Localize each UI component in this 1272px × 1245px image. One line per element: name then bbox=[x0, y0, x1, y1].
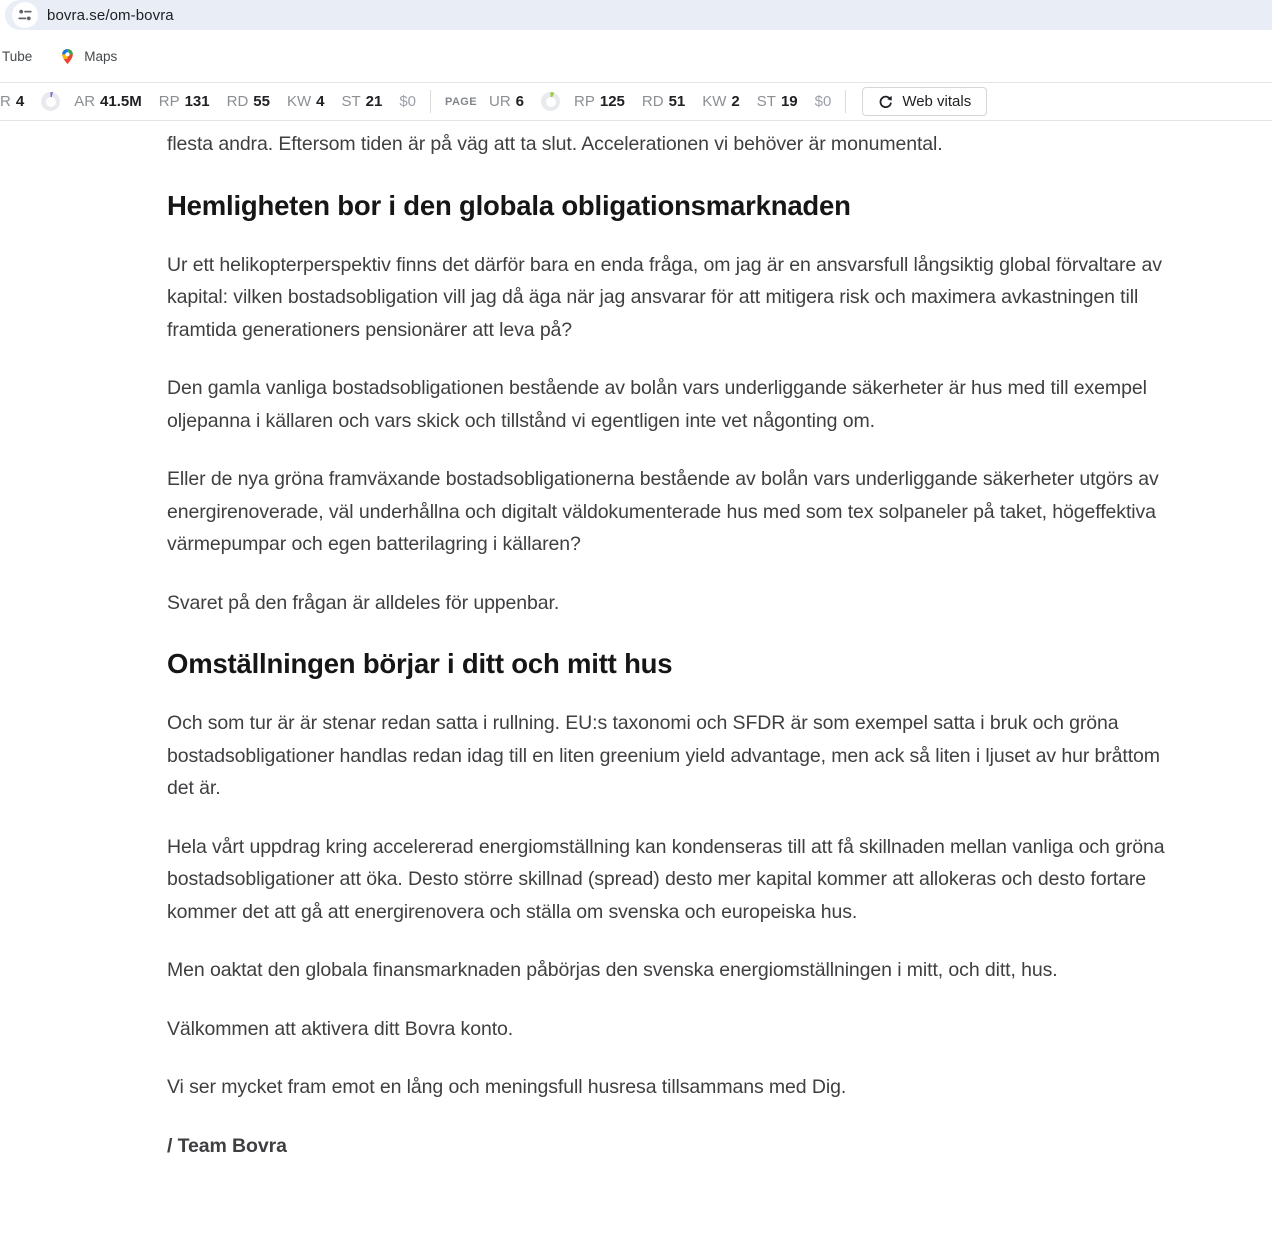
metric-rp-page[interactable]: RP 125 bbox=[574, 93, 625, 110]
refresh-icon bbox=[878, 94, 893, 109]
bookmark-label: Tube bbox=[2, 48, 33, 64]
seo-toolbar bbox=[0, 82, 1272, 121]
article-content bbox=[0, 121, 1185, 1162]
paragraph: Hela vårt uppdrag kring accelererad energiomställning kan kondenseras till att få skillnaden mellan vanliga och gröna bostadsobligationer att öka. Desto större skillnad (spread) desto mer kapital kommer att allokeras och desto fortare kommer det att gå att energirenovera och ställa om svenska och europeiska hus. bbox=[167, 835, 1165, 923]
domain-rating-gauge bbox=[41, 92, 60, 111]
paragraph: Välkommen att aktivera ditt Bovra konto. bbox=[167, 1017, 514, 1040]
bookmarks-bar bbox=[0, 30, 1272, 82]
bookmark-tube[interactable] bbox=[2, 49, 32, 64]
web-vitals-button[interactable] bbox=[862, 87, 987, 116]
metric-rd-domain[interactable]: RD 55 bbox=[226, 93, 270, 110]
section-heading-bond-market: Hemligheten bor i den globala obligationsmarknaden bbox=[167, 189, 851, 221]
url-rating-gauge bbox=[541, 92, 560, 111]
browser-top-strip bbox=[0, 0, 1272, 30]
address-bar[interactable] bbox=[5, 0, 1272, 30]
google-maps-pin-icon bbox=[59, 48, 76, 65]
domain-rating-label: R bbox=[0, 93, 11, 110]
paragraph: Den gamla vanliga bostadsobligationen bestående av bolån vars underliggande säkerheter är hus med till exempel oljepanna i källaren och vars skick och tillstånd vi egentligen inte vet någonting om. bbox=[167, 377, 1147, 432]
paragraph: Men oaktat den globala finansmarknaden påbörjas den svenska energiomställningen i mitt, och ditt, hus. bbox=[167, 959, 1058, 981]
toolbar-divider bbox=[430, 90, 431, 113]
url-text[interactable]: bovra.se/om-bovra bbox=[47, 6, 174, 24]
metric-st-page[interactable]: ST 19 bbox=[756, 93, 798, 110]
signature-team-bovra: / Team Bovra bbox=[167, 1134, 287, 1157]
metric-st-domain[interactable]: ST 21 bbox=[341, 93, 383, 110]
metric-kw-domain[interactable]: KW 4 bbox=[286, 93, 325, 110]
bookmark-label: Maps bbox=[84, 48, 118, 64]
metric-rp-domain[interactable]: RP 131 bbox=[158, 93, 210, 110]
paragraph: Vi ser mycket fram emot en lång och meningsfull husresa tillsammans med Dig. bbox=[167, 1076, 847, 1098]
bookmark-maps[interactable] bbox=[59, 48, 117, 65]
domain-rating-metric[interactable] bbox=[0, 93, 24, 110]
web-vitals-label: Web vitals bbox=[902, 93, 972, 110]
paragraph: Och som tur är är stenar redan satta i rullning. EU:s taxonomi och SFDR är som exempel satta i bruk och gröna bostadsobligationer handlas redan idag till en liten greenium yield advantage, men ack så liten i ljuset av hur bråttom det är. bbox=[167, 712, 1160, 799]
site-settings-chip[interactable] bbox=[12, 2, 38, 28]
section-heading-transition: Omställningen börjar i ditt och mitt hus bbox=[167, 648, 673, 679]
paragraph: Ur ett helikopterperspektiv finns det därför bara en enda fråga, om jag är en ansvarsfull långsiktig global förvaltare av kapital: vilken bostadsobligation vill jag då äga när jag ansvarar för att mitigera risk och maximera avkastningen till framtida generationers pensionärer att leva på? bbox=[167, 253, 1162, 341]
toolbar-divider bbox=[845, 90, 846, 113]
domain-rating-value: 4 bbox=[15, 93, 25, 110]
metric-ar[interactable]: AR 41.5M bbox=[74, 93, 142, 110]
page-traffic-value: $0 bbox=[814, 93, 832, 110]
url-rating-metric[interactable]: UR 6 bbox=[489, 93, 525, 110]
metric-kw-page[interactable]: KW 2 bbox=[702, 93, 740, 110]
tune-icon bbox=[17, 7, 33, 23]
paragraph: flesta andra. Eftersom tiden är på väg att ta slut. Accelerationen vi behöver är monumental. bbox=[167, 133, 943, 155]
domain-traffic-value: $0 bbox=[399, 93, 417, 110]
paragraph: Eller de nya gröna framväxande bostadsobligationerna bestående av bolån vars underliggande säkerheter utgörs av energirenoverade, väl underhållna och digitalt väldokumenterade hus med som tex solpaneler på taket, högeffektiva värmepumpar och egen batterilagring i källaren? bbox=[167, 468, 1159, 555]
paragraph: Svaret på den frågan är alldeles för uppenbar. bbox=[167, 591, 560, 614]
metric-rd-page[interactable]: RD 51 bbox=[641, 93, 686, 110]
page-section-label: PAGE bbox=[445, 95, 477, 108]
